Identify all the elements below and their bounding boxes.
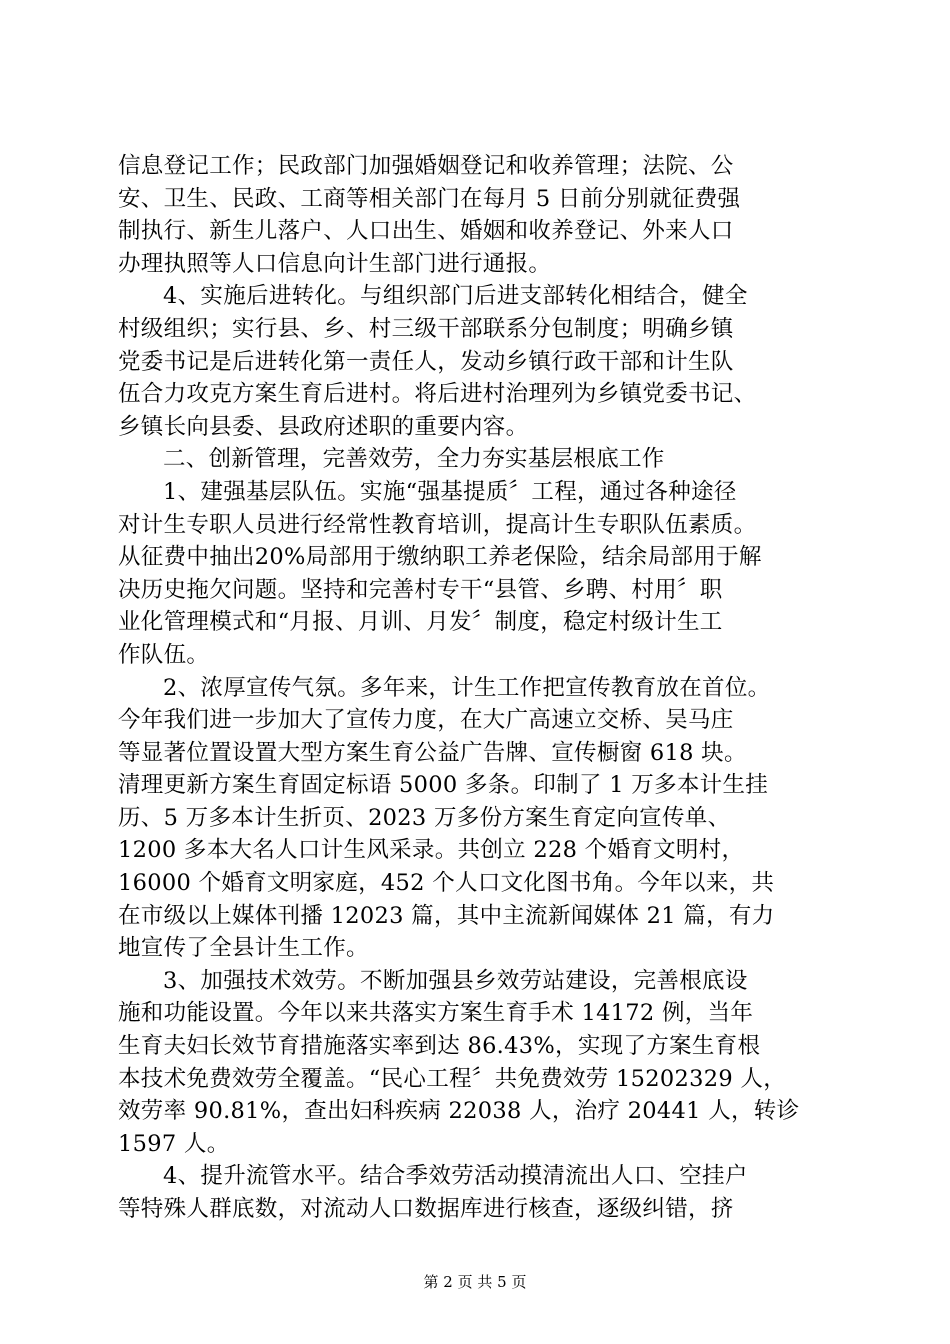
text-line: 效劳率 90.81%，查出妇科疾病 22038 人，治疗 20441 人，转诊 [118, 1098, 800, 1125]
text-line: 等显著位置设置大型方案生育公益广告牌、宣传橱窗 618 块。 [118, 739, 747, 766]
text-line: 清理更新方案生育固定标语 5000 多条。印制了 1 万多本计生挂 [118, 772, 769, 799]
text-line: 1200 多本大名人口计生风采录。共创立 228 个婚育文明村， [118, 837, 745, 864]
text-line: 4、实施后进转化。与组织部门后进支部转化相结合，健全 [163, 283, 748, 310]
text-line: 作队伍。 [118, 641, 210, 668]
text-line: 地宣传了全县计生工作。 [118, 935, 369, 962]
text-line: 1、建强基层队伍。实施“强基提质〞工程，通过各种途径 [163, 478, 737, 505]
text-line: 1597 人。 [118, 1130, 230, 1157]
document-body [118, 150, 834, 1226]
text-line: 对计生专职人员进行经常性教育培训，提高计生专职队伍素质。 [118, 511, 757, 538]
page-footer: 第 2 页 共 5 页 [423, 1273, 527, 1291]
text-line: 4、提升流管水平。结合季效劳活动摸清流出人口、空挂户 [163, 1163, 748, 1190]
text-line: 办理执照等人口信息向计生部门进行通报。 [118, 250, 552, 277]
text-line: 伍合力攻克方案生育后进村。将后进村治理列为乡镇党委书记、 [118, 381, 757, 408]
text-line: 3、加强技术效劳。不断加强县乡效劳站建设，完善根底设 [163, 967, 748, 994]
text-line: 生育夫妇长效节育措施落实率到达 86.43%，实现了方案生育根 [118, 1033, 761, 1060]
text-line: 党委书记是后进转化第一责任人，发动乡镇行政干部和计生队 [118, 348, 734, 375]
text-line: 信息登记工作；民政部门加强婚姻登记和收养管理；法院、公 [118, 153, 734, 179]
text-line: 16000 个婚育文明家庭，452 个人口文化图书角。今年以来，共 [118, 870, 775, 897]
text-line: 历、5 万多本计生折页、2023 万多份方案生育定向宣传单、 [118, 804, 731, 831]
text-line: 从征费中抽出20%局部用于缴纳职工养老保险，结余局部用于解 [118, 544, 762, 571]
text-line: 二、创新管理，完善效劳，全力夯实基层根底工作 [163, 446, 665, 473]
text-line: 安、卫生、民政、工商等相关部门在每月 5 日前分别就征费强 [118, 185, 741, 212]
text-line: 等特殊人群底数，对流动人口数据库进行核查，逐级纠错，挤 [118, 1196, 734, 1222]
text-line: 决历史拖欠问题。坚持和完善村专干“县管、乡聘、村用〞职 [118, 576, 723, 603]
text-line: 2、浓厚宣传气氛。多年来，计生工作把宣传教育放在首位。 [163, 674, 771, 701]
text-line: 今年我们进一步加大了宣传力度，在大广高速立交桥、吴马庄 [118, 707, 734, 734]
text-line: 村级组织；实行县、乡、村三级干部联系分包制度；明确乡镇 [118, 315, 734, 342]
text-line: 施和功能设置。今年以来共落实方案生育手术 14172 例，当年 [118, 1000, 754, 1027]
text-line: 制执行、新生儿落户、人口出生、婚姻和收养登记、外来人口 [118, 218, 734, 245]
text-line: 在市级以上媒体刊播 12023 篇，其中主流新闻媒体 21 篇，有力 [118, 902, 775, 929]
text-line: 乡镇长向县委、县政府述职的重要内容。 [118, 413, 529, 440]
text-line: 业化管理模式和“月报、月训、月发〞制度，稳定村级计生工 [118, 609, 723, 636]
text-line: 本技术免费效劳全覆盖。“民心工程〞共免费效劳 15202329 人， [118, 1065, 787, 1092]
